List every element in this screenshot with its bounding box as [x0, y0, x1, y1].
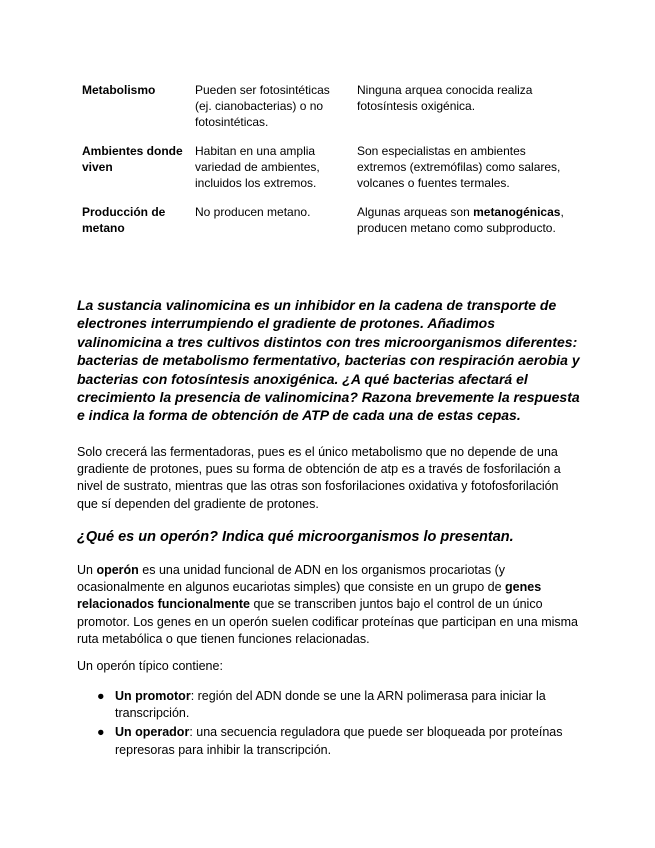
bullet-icon: ● [97, 725, 105, 740]
question-valinomicina: La sustancia valinomicina es un inhibidor en la cadena de transporte de electrones interrumpiendo el gradiente de protones. Añadimos valinomicina a tres cultivos distintos con tres microorganismos diferentes: bacterias de metabolismo fermentativo, bacterias con respiración aerobia y bacterias con fotosíntesis anoxigénica. ¿A qué bacterias afectará el crecimiento la presencia de valinomicina? Razona brevemente la respuesta e indica la forma de obtención de ATP de cada una de estas cepas. [77, 297, 580, 424]
row-label: Ambientes donde viven [82, 144, 183, 174]
table-row [76, 137, 581, 198]
list-term: Un promotor [115, 689, 191, 703]
comparison-table [76, 76, 581, 243]
table-row [76, 76, 581, 137]
bullet-icon: ● [97, 689, 105, 703]
row-label: Metabolismo [82, 83, 156, 97]
list-item [77, 688, 582, 722]
question-operon: ¿Qué es un operón? Indica qué microorganismos lo presentan. [77, 529, 514, 545]
answer-operon: Un operón es una unidad funcional de ADN en los organismos procariotas (y ocasionalmente en algunos eucariotas simples) que consiste en un grupo de genes relacionados funcionalmente que se transcriben juntos bajo el control de un único promotor. Los genes en un operón suelen codificar proteínas que participan en una misma ruta metabólica o que tienen funciones relacionadas. [77, 563, 579, 646]
bacteria-cell: No producen metano. [195, 205, 311, 219]
table-row [76, 198, 581, 243]
bacteria-cell: Habitan en una amplia variedad de ambientes, incluidos los extremos. [195, 144, 320, 190]
arqueas-cell: Son especialistas en ambientes extremos (extremófilas) como salares, volcanes o fuentes termales. [357, 144, 561, 190]
bacteria-cell: Pueden ser fotosintéticas (ej. cianobacterias) o no fotosintéticas. [195, 83, 330, 129]
row-label: Producción de metano [82, 205, 166, 235]
arqueas-cell: Algunas arqueas son metanogénicas, producen metano como subproducto. [357, 205, 564, 235]
operon-intro: Un operón típico contiene: [77, 659, 223, 673]
list-desc: : una secuencia reguladora que puede ser bloqueada por proteínas represoras para inhibir la transcripción. [115, 725, 563, 757]
answer-valinomicina: Solo crecerá las fermentadoras, pues es el único metabolismo que no depende de una gradiente de protones, pues su forma de obtención de atp es a través de fosforilación a nivel de sustrato, mientras que las otras son fosforilaciones oxidativa y fotofosforilación que sí dependen del gradiente de protones. [77, 445, 561, 511]
list-item [77, 724, 582, 758]
operon-components-list [77, 688, 582, 761]
list-desc: : región del ADN donde se une la ARN polimerasa para iniciar la transcripción. [115, 689, 546, 721]
list-term: Un operador [115, 725, 190, 740]
arqueas-cell: Ninguna arquea conocida realiza fotosíntesis oxigénica. [357, 83, 533, 113]
